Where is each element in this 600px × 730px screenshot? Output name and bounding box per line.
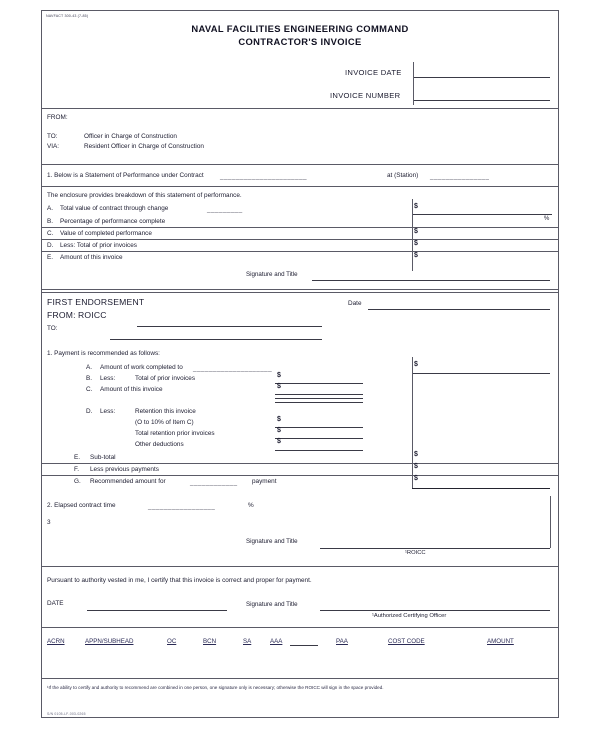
accounting-column-oc[interactable]: OC <box>167 638 177 645</box>
header-divider <box>413 62 414 105</box>
statement-row-e-letter: E. <box>47 254 54 261</box>
accounting-aaa-extension-rule <box>290 645 318 646</box>
endorsement-row-b-sub: Less: <box>100 375 116 382</box>
statement-signature-label: Signature and Title <box>246 271 298 278</box>
endorsement-row-f-symbol: $ <box>414 463 418 470</box>
endorsement-row-b-field[interactable] <box>275 383 363 384</box>
endorsement-row-d-letter: D. <box>86 408 93 415</box>
endorsement-row-a-label: Amount of work completed to <box>100 364 183 371</box>
to-label: TO: <box>47 133 58 140</box>
endorsement-row-d3-label: Other deductions <box>135 441 184 448</box>
statement-item1-contract-blank[interactable]: ______________________ <box>220 173 307 180</box>
endorsement-row-d3-symbol: $ <box>277 438 281 445</box>
endorsement-row-c-field[interactable] <box>275 394 363 395</box>
endorsement-item2-blank[interactable]: _________________ <box>148 503 216 510</box>
endorsement-item3-label: 3 <box>47 519 51 526</box>
statement-row-a-label: Total value of contract through change <box>60 205 169 212</box>
invoice-date-field[interactable] <box>414 77 550 78</box>
statement-item1-prefix: 1. Below is a Statement of Performance under Contract <box>47 172 204 179</box>
endorsement-row-g-label: Recommended amount for <box>90 478 166 485</box>
endorsement-signature-footnote: ¹ROICC <box>405 550 426 556</box>
endorsement-column-divider <box>412 357 413 488</box>
endorsement-signature-label: Signature and Title <box>246 538 298 545</box>
statement-row-e-label: Amount of this invoice <box>60 254 123 261</box>
statement-row-e-symbol: $ <box>414 252 418 259</box>
invoice-date-label: INVOICE DATE <box>345 68 402 77</box>
endorsement-row-g-field[interactable] <box>412 488 550 489</box>
statement-top-rule <box>41 186 559 187</box>
endorsement-row-d-sub: Less: <box>100 408 116 415</box>
accounting-top-rule <box>41 627 559 628</box>
enclosure-note: The enclosure provides breakdown of this statement of performance. <box>47 192 242 199</box>
endorsement-row-b-label: Total of prior invoices <box>135 375 196 382</box>
endorsement-row-d1-symbol: $ <box>277 416 281 423</box>
certification-top-rule <box>41 566 559 567</box>
section-separator-top <box>41 289 559 290</box>
statement-row-b-rule <box>41 227 559 228</box>
certification-signature-field[interactable] <box>320 610 550 611</box>
from-label: FROM: <box>47 114 68 121</box>
statement-row-c-symbol: $ <box>414 228 418 235</box>
statement-signature-field[interactable] <box>312 280 550 281</box>
statement-item1-station-blank[interactable]: _______________ <box>430 173 490 180</box>
title-line-1: NAVAL FACILITIES ENGINEERING COMMAND <box>191 23 409 34</box>
accounting-column-acrn[interactable]: ACRN <box>47 638 65 645</box>
endorsement-row-a-blank[interactable]: ____________________ <box>193 365 273 372</box>
endorsement-from-value: ROICC <box>78 310 107 320</box>
certification-signature-footnote: ¹Authorized Certifying Officer <box>372 613 447 619</box>
endorsement-row-f-rule <box>41 475 559 476</box>
endorsement-date-field[interactable] <box>368 309 550 310</box>
form-number: NAVFACT 300-43 (7-85) <box>46 14 89 18</box>
accounting-column-bcn[interactable]: BCN <box>203 638 217 645</box>
endorsement-from-label: FROM: <box>47 310 76 320</box>
accounting-column-appn-subhead[interactable]: APPN/SUBHEAD <box>85 638 134 645</box>
endorsement-date-label: Date <box>348 300 362 307</box>
statement-row-d-letter: D. <box>47 242 54 249</box>
statement-row-a-letter: A. <box>47 205 54 212</box>
endorsement-row-e-label: Sub-total <box>90 454 116 461</box>
endorsement-row-b-letter: B. <box>86 375 93 382</box>
endorsement-row-e-letter: E. <box>74 454 81 461</box>
endorsement-row-f-label: Less previous payments <box>90 466 159 473</box>
footnote-top-rule <box>41 678 559 679</box>
statement-column-divider <box>412 199 413 271</box>
certification-date-label: DATE <box>47 600 64 607</box>
endorsement-row-a-symbol: $ <box>414 361 418 368</box>
endorsement-row-c-symbol: $ <box>277 383 281 390</box>
endorsement-row-e-symbol: $ <box>414 451 418 458</box>
endorsement-heading: FIRST ENDORSEMENT <box>47 297 145 307</box>
statement-row-c-rule <box>41 239 559 240</box>
statement-row-a-blank[interactable]: _________ <box>207 206 243 213</box>
endorsement-row-d2-label: Total retention prior invoices <box>135 430 215 437</box>
statement-row-c-label: Value of completed performance <box>60 230 152 237</box>
via-value: Resident Officer in Charge of Construction <box>84 143 204 150</box>
endorsement-row-g-symbol: $ <box>414 475 418 482</box>
accounting-column-paa[interactable]: PAA <box>336 638 348 645</box>
accounting-column-aaa[interactable]: AAA <box>270 638 283 645</box>
accounting-column-cost-code[interactable]: COST CODE <box>388 638 425 645</box>
endorsement-signature-divider <box>550 496 551 548</box>
accounting-column-sa[interactable]: SA <box>243 638 252 645</box>
invoice-number-label: INVOICE NUMBER <box>330 91 401 100</box>
endorsement-row-a-letter: A. <box>86 364 93 371</box>
certification-signature-label: Signature and Title <box>246 601 298 608</box>
section-separator-bottom <box>41 292 559 293</box>
via-label: VIA: <box>47 143 60 150</box>
endorsement-row-g-suffix: payment <box>252 478 277 485</box>
statement-row-b-letter: B. <box>47 218 54 225</box>
statement-row-b-label: Percentage of performance complete <box>60 218 166 225</box>
statement-row-b-suffix: % <box>544 216 550 222</box>
title-line-2: CONTRACTOR'S INVOICE <box>238 36 362 47</box>
statement-row-a-symbol: $ <box>414 203 418 210</box>
statement-row-a-field[interactable] <box>412 214 552 215</box>
statement-row-d-label: Less: Total of prior invoices <box>60 242 137 249</box>
endorsement-row-f-letter: F. <box>74 466 79 473</box>
invoice-number-field[interactable] <box>414 100 550 101</box>
certification-statement: Pursuant to authority vested in me, I certify that this invoice is correct and proper for payment. <box>47 577 312 584</box>
statement-row-d-rule <box>41 251 559 252</box>
endorsement-to-field[interactable] <box>110 339 322 340</box>
statement-row-c-letter: C. <box>47 230 54 237</box>
endorsement-row-c-double-rule <box>275 398 363 403</box>
page-title <box>41 22 559 48</box>
endorsement-row-c-label: Amount of this invoice <box>100 386 163 393</box>
endorsement-row-d1-label: (O to 10% of Item C) <box>135 419 194 426</box>
endorsement-row-d1-field[interactable] <box>275 427 363 428</box>
endorsement-row-d-label: Retention this invoice <box>135 408 196 415</box>
endorsement-from-field[interactable] <box>137 326 322 327</box>
endorsement-item2-suffix: % <box>248 502 254 509</box>
stock-number: S/N 0105-LF-003-0265 <box>47 712 86 716</box>
endorsement-row-b-symbol: $ <box>277 372 281 379</box>
endorsement-row-g-letter: G. <box>74 478 81 485</box>
endorsement-row-a-field[interactable] <box>412 373 550 374</box>
certification-date-field[interactable] <box>87 610 227 611</box>
header-bottom-rule <box>41 108 559 109</box>
endorsement-item1-label: 1. Payment is recommended as follows: <box>47 350 160 357</box>
addressing-bottom-rule <box>41 164 559 165</box>
endorsement-signature-field[interactable] <box>320 548 550 549</box>
endorsement-row-d2-symbol: $ <box>277 427 281 434</box>
endorsement-row-c-letter: C. <box>86 386 93 393</box>
endorsement-row-d3-field[interactable] <box>275 450 363 451</box>
endorsement-row-d2-field[interactable] <box>275 438 363 439</box>
statement-item1-mid: at (Station) <box>387 172 419 179</box>
statement-row-d-symbol: $ <box>414 240 418 247</box>
to-value: Officer in Charge of Construction <box>84 133 177 140</box>
accounting-column-amount[interactable]: AMOUNT <box>487 638 514 645</box>
endorsement-row-e-rule <box>41 463 559 464</box>
endorsement-row-g-blank[interactable]: ____________ <box>190 479 238 486</box>
endorsement-to-label: TO: <box>47 325 58 332</box>
endorsement-item2-label: 2. Elapsed contract time <box>47 502 116 509</box>
footnote-text: ¹If the ability to certify and authority to recommend are combined in one person, one signature only is necessary; otherwise the ROICC will sign in the space provided. <box>47 685 384 690</box>
